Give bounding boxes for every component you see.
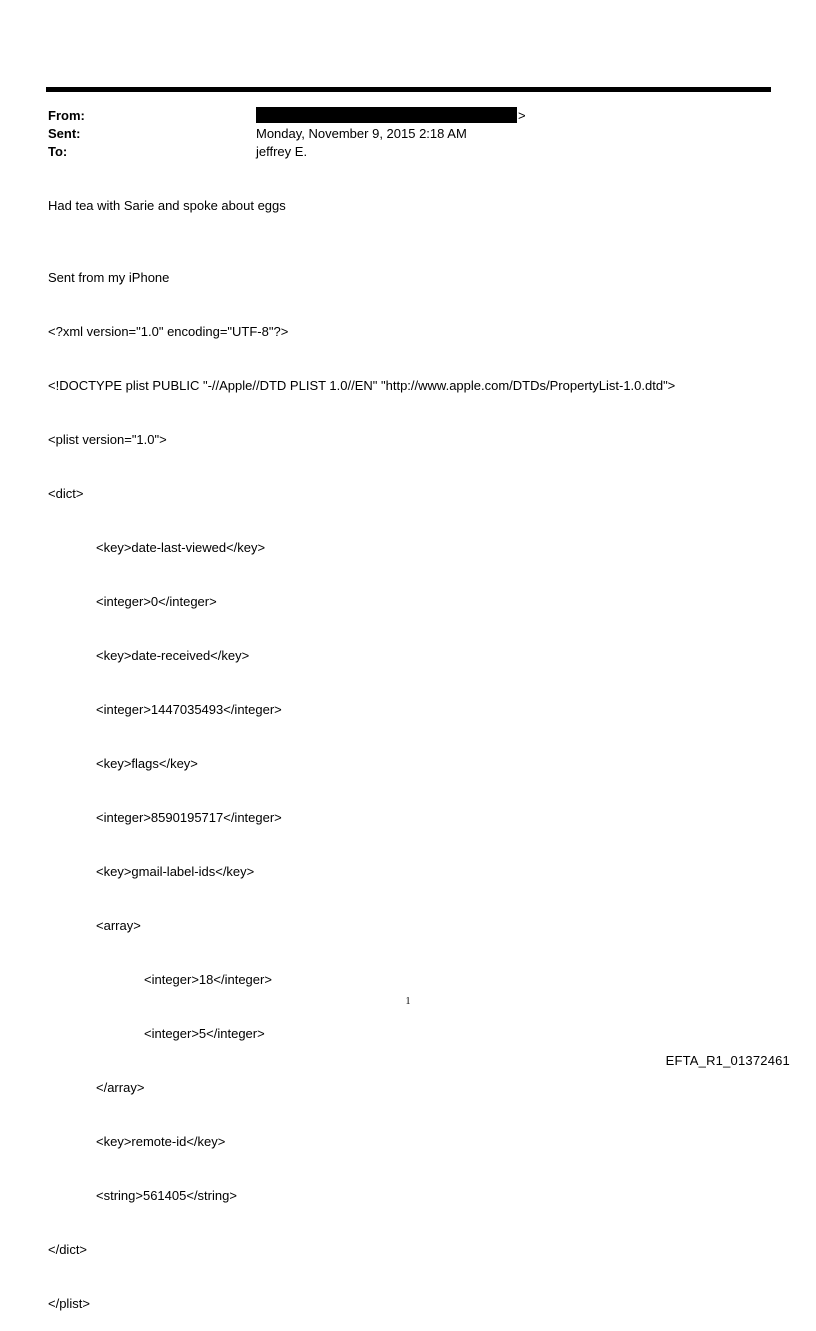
code-line: <!DOCTYPE plist PUBLIC "-//Apple//DTD PLIST 1.0//EN" "http://www.apple.com/DTDs/PropertyList-1.0.dtd"> — [48, 378, 676, 393]
redaction-block — [256, 107, 517, 123]
code-line: <integer>5</integer> — [144, 1026, 265, 1041]
code-line: </array> — [96, 1080, 145, 1095]
page-number: 1 — [405, 996, 411, 1007]
signature-line: Sent from my iPhone — [48, 270, 170, 285]
sent-label: Sent: — [48, 126, 81, 141]
from-value-suffix: > — [518, 108, 526, 123]
code-line: <integer>1447035493</integer> — [96, 702, 282, 717]
message-text: Had tea with Sarie and spoke about eggs — [48, 198, 286, 213]
from-value — [256, 107, 526, 125]
code-line: <array> — [96, 918, 141, 933]
code-line: <integer>18</integer> — [144, 972, 272, 987]
code-line: <key>date-received</key> — [96, 648, 250, 663]
header-rule — [46, 87, 771, 92]
plist-content — [48, 233, 675, 1331]
code-line: <key>gmail-label-ids</key> — [96, 864, 255, 879]
from-label: From: — [48, 108, 85, 123]
to-row — [48, 143, 748, 161]
code-line: <plist version="1.0"> — [48, 432, 167, 447]
code-line: <string>561405</string> — [96, 1188, 237, 1203]
from-row — [48, 107, 748, 125]
code-line: </plist> — [48, 1296, 90, 1311]
email-header — [48, 107, 748, 161]
sent-row — [48, 125, 748, 143]
to-label: To: — [48, 144, 68, 159]
code-line: <key>date-last-viewed</key> — [96, 540, 266, 555]
to-value: jeffrey E. — [256, 144, 308, 159]
sent-value: Monday, November 9, 2015 2:18 AM — [256, 126, 467, 141]
code-line: <key>flags</key> — [96, 756, 198, 771]
code-line: <key>remote-id</key> — [96, 1134, 226, 1149]
code-line: <integer>8590195717</integer> — [96, 810, 282, 825]
code-line: <integer>0</integer> — [96, 594, 217, 609]
code-line: <?xml version="1.0" encoding="UTF-8"?> — [48, 324, 289, 339]
code-line: </dict> — [48, 1242, 88, 1257]
code-line: <dict> — [48, 486, 84, 501]
bates-number: EFTA_R1_01372461 — [665, 1053, 790, 1068]
message-body — [48, 197, 286, 215]
